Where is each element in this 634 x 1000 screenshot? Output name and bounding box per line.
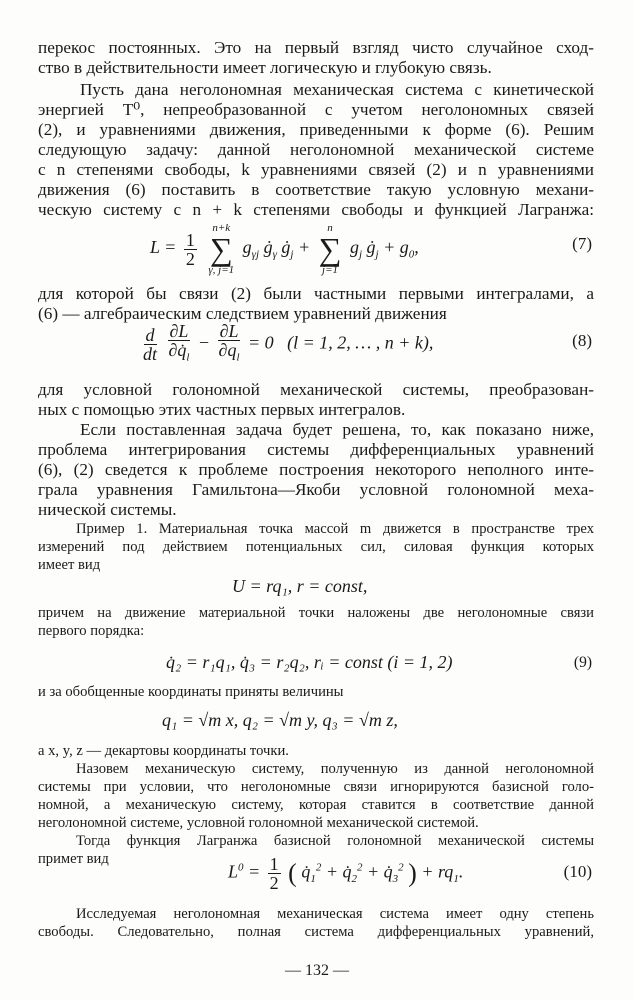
small-text-line: первого порядка: [38,623,145,639]
sum-lower-limit: γ, j=1 [208,264,235,276]
text-line: для условной голономной механической системы, преобразован- [38,380,594,399]
equation-U: U = rq₁, r = const, [232,576,368,596]
text-line: с n степенями свободы, k уравнениями связей (2) и n уравнениями [38,160,594,179]
text-line: Пусть дана неголономная механическая система с кинетической [80,80,594,99]
small-text-line: Пример 1. Материальная точка массой m движется в пространстве трех [76,521,594,537]
text-line: нической системы. [38,500,177,519]
page-number: — 132 — [285,962,349,979]
small-text-line: Назовем механическую систему, полученную из данной неголономной [76,761,594,777]
text-line: для которой бы связи (2) были частными первыми интегралами, а [38,284,594,303]
equation-number: (10) [563,862,592,881]
small-text-line: примет вид [38,851,109,867]
equation-number: (9) [573,654,592,671]
text-line: перекос постоянных. Это на первый взгляд чисто случайное сход- [38,38,594,57]
small-text-line: Исследуемая неголономная механическая система имеет одну степень [76,906,594,922]
text-line: Если поставленная задача будет решена, то, как показано ниже, [80,420,594,439]
equation-range: (l = 1, 2, … , n + k), [287,332,434,353]
equation-7: L = $\frac{1}{2}$ n+k ∑ γ, j=1 $g_{\gamma j}$ $ġ_\gamma$ $ġ_j$ + n ∑ j=1 $g_j$ $ġ_j + g_0$, [150,222,419,276]
sum-upper-limit: n+k [212,222,231,234]
small-text-line: Тогда функция Лагранжа базисной голономной механической системы [76,833,594,849]
small-text-line: неголономной системе, условной голономной механической системой. [38,815,479,831]
equation-8: $\frac{d}{dt}$ $\frac{\partial L}{\partial q̇_l}$ − $\frac{\partial L}{\partial q_l}$ = 0 (l = 1, 2, … , n + k), [143,321,434,364]
text-line: (2), и уравнениями движения, приведенными к форме (6). Решим [38,120,594,139]
small-text-line: и за обобщенные координаты приняты величины [38,684,344,700]
sum-lower-limit: j=1 [322,264,339,276]
text-line: грала уравнения Гамильтона—Якоби условной голономной меха- [38,480,594,499]
equation-10: $L^0$ = $\frac{1}{2}$ ( $q̇_1^2$ + $q̇_2^2$ + $q̇_3^2$ ) + $rq_1$. [228,854,464,893]
text-line: ных с помощью этих частных первых интегралов. [38,400,406,419]
text-line: (6) — алгебраическим следствием уравнений движения [38,304,447,323]
equation-number: (7) [572,234,592,253]
equation-coordinates: q₁ = √m x, q₂ = √m y, q₃ = √m z, [162,710,398,730]
text-line: проблема интегрирования системы дифференциальных уравнений [38,440,594,459]
sum-upper-limit: n [327,222,333,234]
small-text-line: свободы. Следовательно, полная система дифференциальных уравнений, [38,924,594,940]
text-line: ческую систему с n + k степенями свободы и функцией Лагранжа: [38,200,594,219]
small-text-line: имеет вид [38,557,101,573]
text-line: движения (6) поставить в соответствие такую условную механи- [38,180,594,199]
text-line: (6), (2) сведется к проблеме построения некоторого неполного инте- [38,460,594,479]
small-text-line: измерений под действием потенциальных сил, силовая функция которых [38,539,594,555]
small-text-line: а x, y, z — декартовы координаты точки. [38,743,289,759]
small-text-line: номной, а механическую систему, которая ставится в соответствие данной [38,797,594,813]
equation-9: q̇₂ = r₁q₁, q̇₃ = r₂q₂, rᵢ = const (i = 1, 2) [166,652,453,672]
small-text-line: системы при условии, что неголономные связи игнорируются базисной голо- [38,779,594,795]
small-text-line: причем на движение материальной точки наложены две неголономные связи [38,605,594,621]
equation-number: (8) [572,331,592,350]
text-line: энергией T⁰, непреобразованной с учетом неголономных связей [38,100,594,119]
text-line: следующую задачу: данной неголономной механической системе [38,140,594,159]
text-line: ство в действительности имеет логическую и глубокую связь. [38,58,492,77]
